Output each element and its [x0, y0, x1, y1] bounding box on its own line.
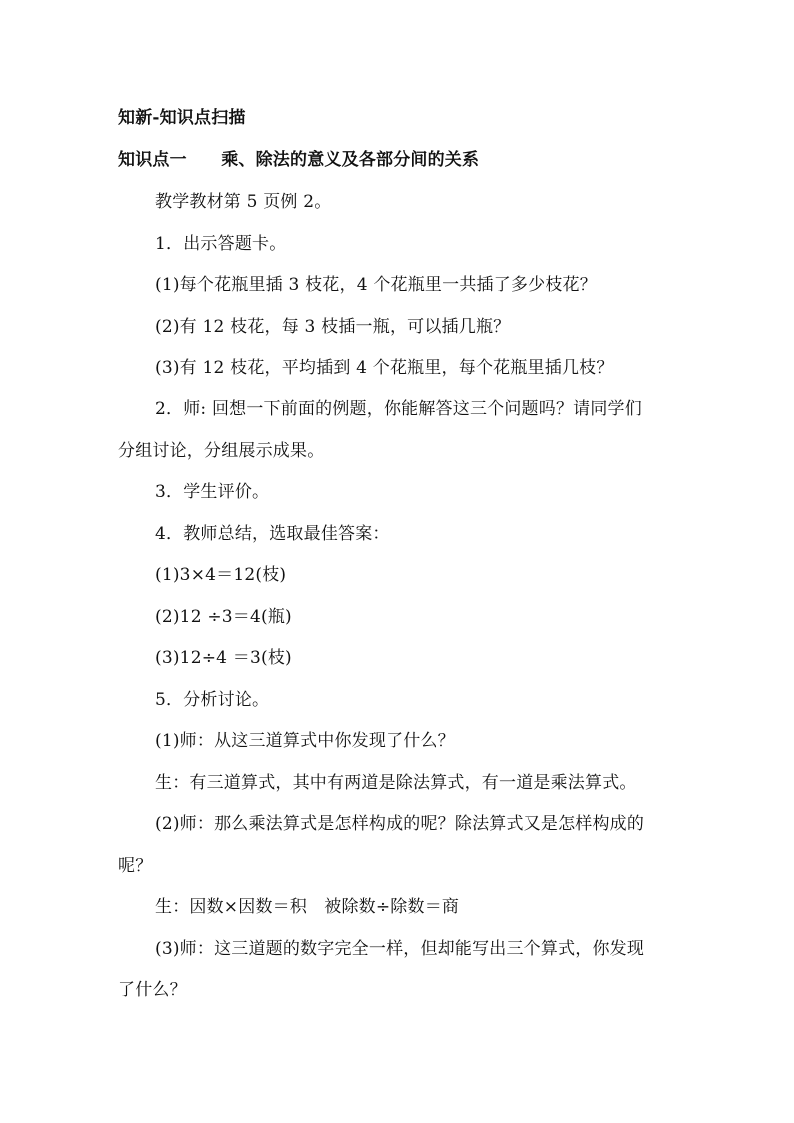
text-line: (1)师：从这三道算式中你发现了什么？	[155, 731, 455, 751]
text-line: (1)每个花瓶里插 3 枝花，4 个花瓶里一共插了多少枝花？	[155, 275, 597, 295]
text-line: (3)有 12 枝花，平均插到 4 个花瓶里，每个花瓶里插几枝？	[155, 358, 614, 378]
text-line: (2)师：那么乘法算式是怎样构成的呢？除法算式又是怎样构成的	[155, 814, 645, 834]
text-line: (2)12 ÷3＝4(瓶)	[155, 607, 292, 627]
text-line: 4．教师总结，选取最佳答案：	[155, 524, 390, 544]
text-line: (3)12÷4 ＝3(枝)	[155, 648, 292, 668]
text-line: 生：因数×因数＝积 被除数÷除数＝商	[155, 897, 460, 917]
text-line: (3)师：这三道题的数字完全一样，但却能写出三个算式，你发现	[155, 939, 645, 959]
text-line: 了什么？	[118, 980, 187, 1000]
text-line: 教学教材第 5 页例 2。	[155, 192, 332, 212]
knowledge-point-heading: 知识点一 乘、除法的意义及各部分间的关系	[118, 150, 480, 170]
text-line: (2)有 12 枝花，每 3 枝插一瓶，可以插几瓶？	[155, 317, 511, 337]
text-line: 3．学生评价。	[155, 482, 270, 502]
text-line: (1)3×4＝12(枝)	[155, 565, 287, 585]
text-line: 2．师: 回想一下前面的例题，你能解答这三个问题吗？请同学们	[155, 399, 642, 419]
section-title: 知新-知识点扫描	[118, 108, 246, 128]
text-line: 分组讨论，分组展示成果。	[118, 441, 325, 461]
text-line: 5．分析讨论。	[155, 690, 270, 710]
text-line: 1．出示答题卡。	[155, 234, 287, 254]
text-line: 呢？	[118, 856, 153, 876]
text-line: 生：有三道算式，其中有两道是除法算式，有一道是乘法算式。	[155, 773, 637, 793]
